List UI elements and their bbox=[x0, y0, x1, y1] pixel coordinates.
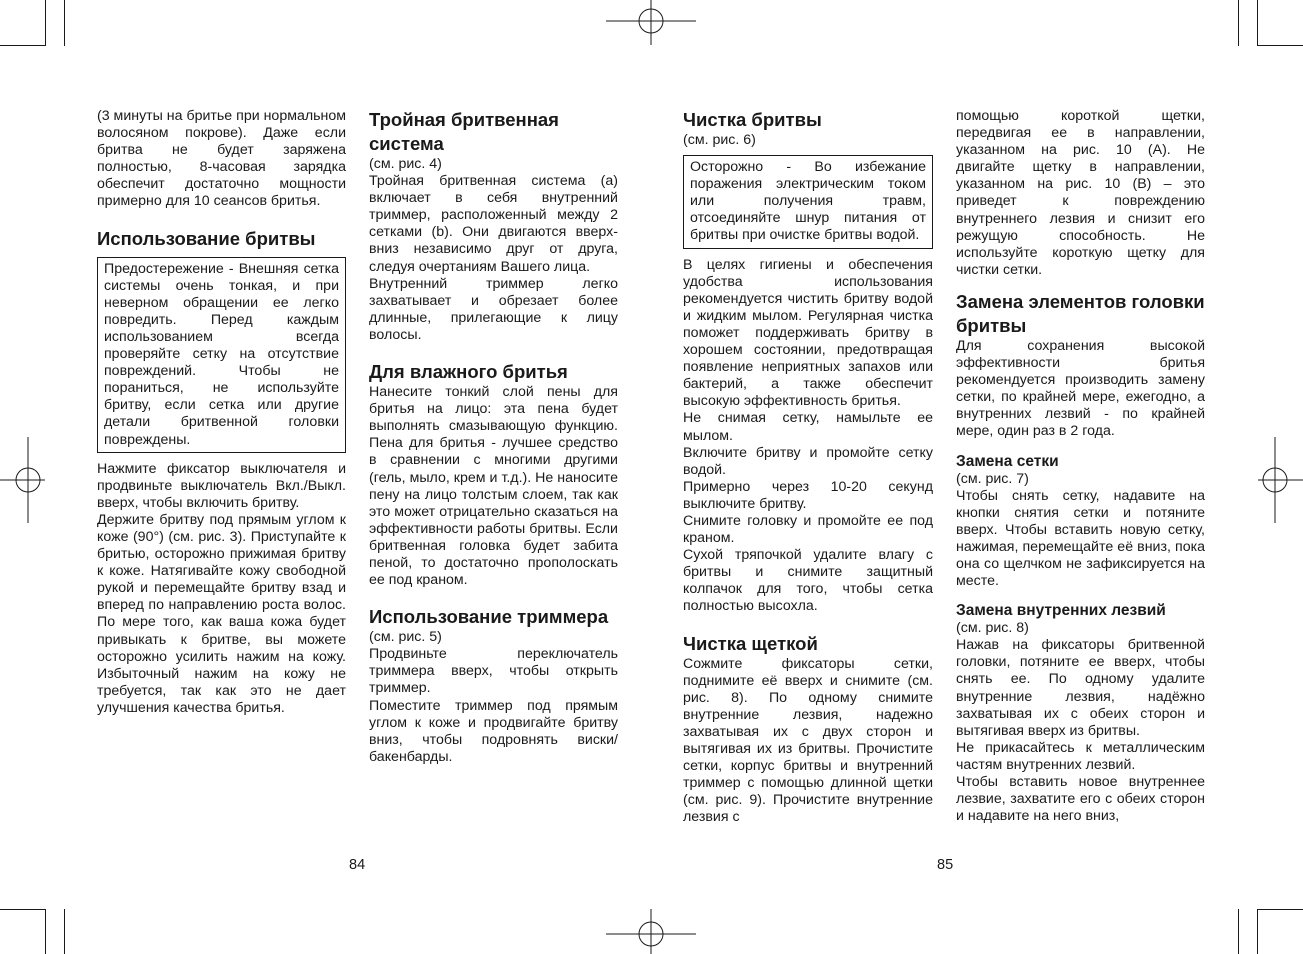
heading-replace-foil: Замена сетки bbox=[956, 452, 1059, 470]
column-3 bbox=[683, 108, 933, 826]
crop-mark bbox=[1238, 0, 1239, 46]
crop-mark bbox=[0, 909, 46, 910]
warning-box bbox=[97, 257, 346, 453]
paragraph-inner-trimmer: Внутренний триммер легко захватывает и обрезает более длинные, прилегающие к лицу волосы. bbox=[369, 275, 618, 343]
figure-ref: (см. рис. 7) bbox=[956, 470, 1029, 487]
crop-mark bbox=[1257, 0, 1258, 46]
crop-mark bbox=[1257, 909, 1258, 954]
warning-text: Предостережение - Внешняя сетка системы очень тонкая, и при неверном обращении ее легко повредить. Перед каждым использованием всегда проверяйте сетку на отсутствие повреждений. Чтобы не пораниться, не используйте бритву, если сетка или другие детали бритвенной головки повреждены. bbox=[104, 260, 339, 448]
paragraph-switch: Нажмите фиксатор выключателя и продвиньте выключатель Вкл./Выкл. вверх, чтобы включить бритву. bbox=[97, 460, 346, 511]
heading-replace-parts: Замена элементов головки бритвы bbox=[956, 290, 1205, 336]
paragraph-blades-warning: Не прикасайтесь к металлическим частям внутренних лезвий. bbox=[956, 739, 1205, 773]
registration-mark-left bbox=[0, 437, 45, 523]
paragraph-intro: (3 минуты на бритье при нормальном волосяном покрове). Даже если бритва не будет заряжена полностью, 8-часовая зарядка обеспечит достаточно мощности примерно для 10 сеансов бритья. bbox=[97, 108, 346, 210]
figure-ref: (см. рис. 4) bbox=[369, 156, 442, 172]
page-number-right: 85 bbox=[937, 857, 954, 873]
figure-ref: (см. рис. 6) bbox=[683, 132, 756, 148]
crop-mark bbox=[45, 909, 46, 954]
crop-mark bbox=[0, 45, 46, 46]
paragraph-clean-step: Включите бритву и промойте сетку водой. bbox=[683, 444, 933, 478]
crop-mark bbox=[64, 909, 65, 954]
column-2 bbox=[369, 108, 618, 766]
figure-ref: (см. рис. 8) bbox=[956, 620, 1029, 637]
paragraph-hold: Держите бритву под прямым углом к коже (90°) (см. рис. 3). Приступайте к бритью, осторожно прижимая бритву к коже. Натягивайте кожу свободной рукой и перемещайте бритву взад и вперед по направлению роста волос. По мере того, как ваша кожа будет привыкать к бритве, вы можете осторожно усилить нажим на кожу. Избыточный нажим на кожу не требуется, так как это не дает улучшения качества бритья. bbox=[97, 511, 346, 716]
heading-using-shaver: Использование бритвы bbox=[97, 227, 316, 249]
paragraph-blades-insert: Чтобы вставить новое внутреннее лезвие, захватите его с обеих сторон и надавите на него вниз, bbox=[956, 774, 1205, 825]
paragraph-brush: Сожмите фиксаторы сетки, поднимите её вверх и снимите (см. рис. 8). По одному снимите внутренние лезвия, надежно захватывая их с двух сторон и вытягивая их из бритвы. Прочистите сетки, корпус бритвы и внутренний триммер с помощью длинной щетки (см. рис. 9). Прочистите внутренние лезвия с bbox=[683, 655, 933, 826]
heading-cleaning: Чистка бритвы bbox=[683, 109, 822, 130]
paragraph-wet: Нанесите тонкий слой пены для бритья на лицо: эта пена будет выполнять смазывающую функцию. Пена для бритья - лучшее средство в сравнении с многими другими (гель, мыло, крем и т.д.). Не наносите пену на лицо толстым слоем, так как это может отрицательно сказаться на эффективности работы бритвы. Если бритвенная головка будет забита пеной, то достаточно прополоскать ее под краном. bbox=[369, 384, 618, 589]
heading-triple-system: Тройная бритвенная система bbox=[369, 109, 559, 154]
heading-replace-blades: Замена внутренних лезвий bbox=[956, 602, 1166, 620]
crop-mark bbox=[1257, 909, 1303, 910]
caution-text: Осторожно - Во избежание поражения электрическим током или получения травм, отсоединяйте шнур питания от бритвы при очистке бритвы водой. bbox=[690, 159, 926, 244]
heading-wet-shave: Для влажного бритья bbox=[369, 361, 568, 383]
paragraph-trimmer-use: Поместите триммер под прямым углом к коже и продвигайте бритву вниз, чтобы подровнять виски/бакенбарды. bbox=[369, 697, 618, 765]
paragraph-clean-step: Примерно через 10-20 секунд выключите бритву. bbox=[683, 478, 933, 512]
heading-brush-cleaning: Чистка щеткой bbox=[683, 632, 818, 654]
crop-mark bbox=[64, 0, 65, 46]
column-4 bbox=[956, 108, 1205, 825]
paragraph-blades-remove: Нажав на фиксаторы бритвенной головки, потяните ее вверх, чтобы снять ее. По одному удалите внутренние лезвия, надёжно захватывая их с обеих сторон и вытягивая вверх из бритвы. bbox=[956, 637, 1205, 739]
paragraph-brush-continued: помощью короткой щетки, передвигая ее в направлении, указанном на рис. 10 (A). Не двигайте щетку в направлении, указанном на рис. 10 (B) – это приведет к повреждению внутреннего лезвия и снизит его режущую способность. Не используйте короткую щетку для чистки сетки. bbox=[956, 108, 1205, 278]
paragraph-foil: Чтобы снять сетку, надавите на кнопки снятия сетки и потяните вверх. Чтобы вставить новую сетку, нажимая, перемещайте её вниз, пока она со щелчком не зафиксируется на месте. bbox=[956, 487, 1205, 590]
crop-mark bbox=[45, 0, 46, 46]
paragraph-clean-step: Сухой тряпочкой удалите влагу с бритвы и снимите защитный колпачок для того, чтобы сетка полностью высохла. bbox=[683, 547, 933, 615]
crop-mark bbox=[1238, 909, 1239, 954]
paragraph-replace: Для сохранения высокой эффективности бритья рекомендуется производить замену сетки, по крайней мере, ежегодно, а внутренних лезвий - по крайней мере, один раз в 2 года. bbox=[956, 337, 1205, 440]
caution-box bbox=[683, 155, 933, 248]
paragraph-clean-intro: В целях гигиены и обеспечения удобства использования рекомендуется чистить бритву водой и жидким мылом. Регулярная чистка поможет поддерживать бритву в хорошем состоянии, предотвращая появление неприятных запахов или бактерий, а также обеспечит высокую эффективность бритья. bbox=[683, 256, 933, 410]
paragraph-trimmer-open: Продвиньте переключатель триммера вверх, чтобы открыть триммер. bbox=[369, 646, 618, 697]
page-number-left: 84 bbox=[349, 857, 366, 873]
paragraph-clean-step: Не снимая сетку, намыльте ее мылом. bbox=[683, 410, 933, 444]
registration-mark-top bbox=[606, 0, 696, 45]
paragraph-triple: Тройная бритвенная система (a) включает в себя внутренний триммер, расположенный между 2 сетками (b). Они двигаются вверх-вниз независимо друг от друга, следуя очертаниям Вашего лица. bbox=[369, 173, 618, 275]
heading-trimmer: Использование триммера bbox=[369, 606, 609, 628]
column-1 bbox=[97, 108, 346, 717]
figure-ref: (см. рис. 5) bbox=[369, 629, 442, 646]
crop-mark bbox=[1257, 45, 1303, 46]
paragraph-clean-step: Снимите головку и промойте ее под краном. bbox=[683, 512, 933, 547]
registration-mark-bottom bbox=[606, 909, 696, 954]
registration-mark-right bbox=[1258, 437, 1303, 523]
